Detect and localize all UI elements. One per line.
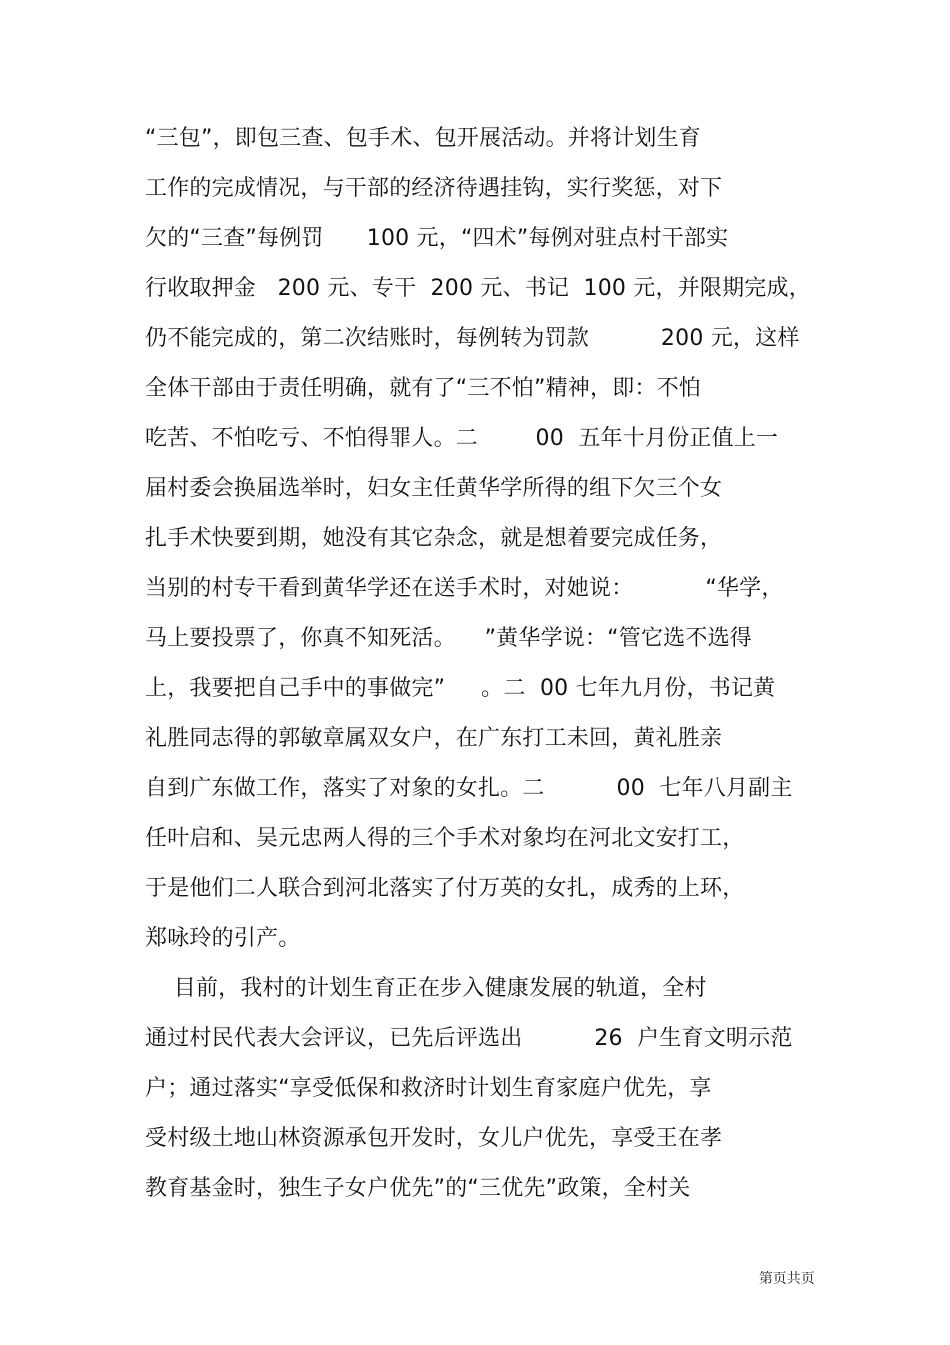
text-line-4: 行收取押金 200 元、专干 200 元、书记 100 元，并限期完成， [145, 276, 811, 301]
text-line-14: 自到广东做工作，落实了对象的女扎。二 00 七年八月副主 [145, 776, 793, 801]
text-line-2: 工作的完成情况，与干部的经济待遇挂钩，实行奖惩，对下 [145, 176, 723, 201]
body-text [145, 118, 825, 1218]
page-footer [741, 1249, 815, 1309]
text-line-16: 于是他们二人联合到河北落实了付万英的女扎，成秀的上环， [145, 876, 745, 901]
text-line-17: 郑咏玲的引产。 [145, 926, 301, 951]
text-line-5: 仍不能完成的，第二次结账时，每例转为罚款 200 元，这样 [145, 326, 800, 351]
page-number-label: 第页共页 [758, 1271, 815, 1287]
text-line-1: “三包”，即包三查、包手术、包开展活动。并将计划生育 [145, 126, 701, 151]
text-line-22: 教育基金时，独生子女户优先”的“三优先”政策，全村关 [145, 1176, 691, 1201]
text-line-15: 任叶启和、吴元忠两人得的三个手术对象均在河北文安打工， [145, 826, 745, 851]
text-line-8: 届村委会换届选举时，妇女主任黄华学所得的组下欠三个女 [145, 476, 723, 501]
text-line-11: 马上要投票了，你真不知死活。 ”黄华学说：“管它选不选得 [145, 626, 752, 651]
text-line-20: 户；通过落实“享受低保和救济时计划生育家庭户优先，享 [145, 1076, 712, 1101]
text-line-6: 全体干部由于责任明确，就有了“三不怕”精神，即：不怕 [145, 376, 701, 401]
text-line-3: 欠的“三查”每例罚 100 元，“四术”每例对驻点村干部实 [145, 226, 729, 251]
text-line-7: 吃苦、不怕吃亏、不怕得罪人。二 00 五年十月份正值上一 [145, 426, 779, 451]
text-line-9: 扎手术快要到期，她没有其它杂念，就是想着要完成任务， [145, 526, 723, 551]
text-line-10: 当别的村专干看到黄华学还在送手术时，对她说： “华学， [145, 576, 784, 601]
text-line-13: 礼胜同志得的郭敏章属双女户，在广东打工未回，黄礼胜亲 [145, 726, 723, 751]
text-line-12: 上，我要把自己手中的事做完” 。二 00 七年九月份，书记黄 [145, 676, 776, 701]
text-line-18: 目前，我村的计划生育正在步入健康发展的轨道，全村 [145, 976, 707, 1001]
text-line-19: 通过村民代表大会评议，已先后评选出 26 户生育文明示范 [145, 1026, 793, 1051]
text-line-21: 受村级土地山林资源承包开发时，女儿户优先，享受王在孝 [145, 1126, 723, 1151]
